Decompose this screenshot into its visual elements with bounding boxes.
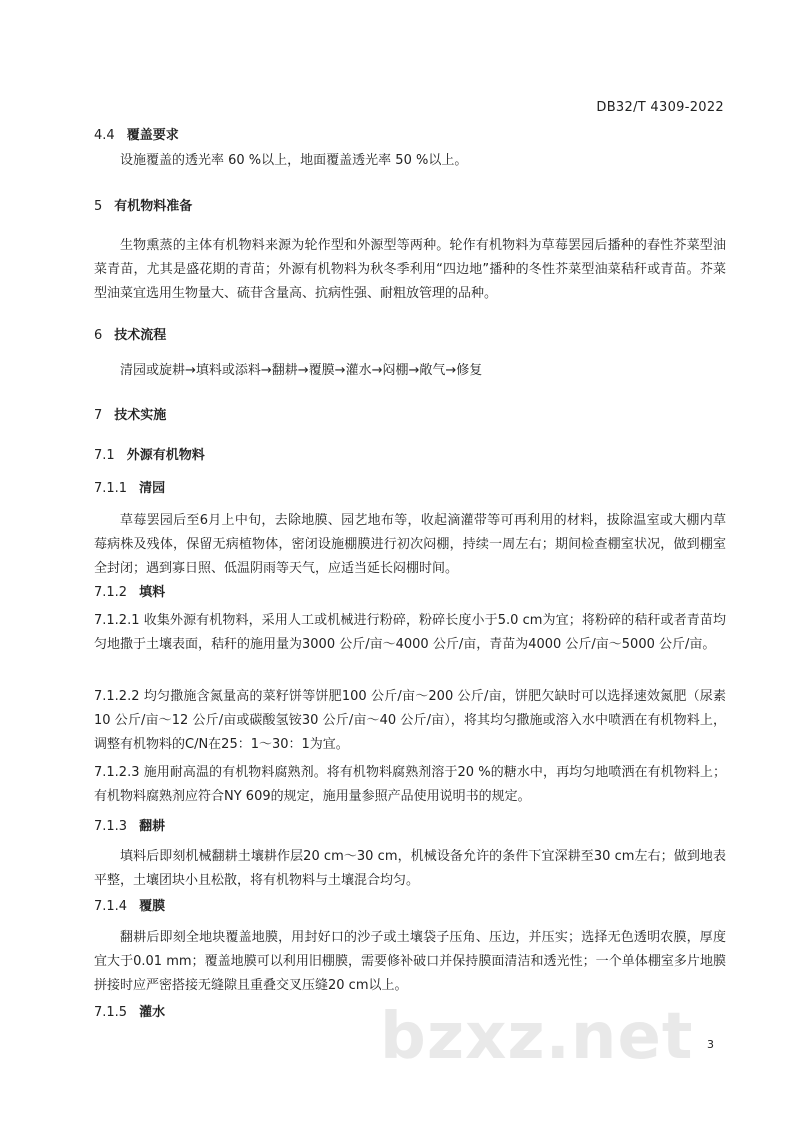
section-number: 7.1.1 bbox=[94, 481, 128, 496]
section-number: 7.1.4 bbox=[94, 899, 128, 914]
section-title: 填料 bbox=[139, 585, 166, 600]
section-heading-7 bbox=[94, 404, 166, 423]
clause-7-1-2-2 bbox=[94, 685, 726, 757]
section-text-7-1-3: 填料后即刻机械翻耕土壤耕作层20 cm～30 cm，机械设备允许的条件下宜深耕至30 cm左右；做到地表平整，土壤团块小且松散，将有机物料与土壤混合均匀。 bbox=[94, 849, 726, 888]
section-heading-7-1-1 bbox=[94, 477, 165, 496]
section-title: 技术流程 bbox=[114, 328, 167, 343]
clause-text: 均匀撒施含氮量高的菜籽饼等饼肥100 公斤/亩～200 公斤/亩，饼肥欠缺时可以选择速效氮肥（尿素10 公斤/亩～12 公斤/亩或碳酸氢铵30 公斤/亩～40 公斤/亩），将其均匀撒施或溶入水中喷洒在有机物料上，调整有机物料的C/N在25：1～30：1为宜。 bbox=[94, 689, 726, 752]
clause-7-1-2-1 bbox=[94, 609, 726, 657]
section-heading-4-4 bbox=[94, 124, 179, 143]
section-number: 7.1.2 bbox=[94, 585, 128, 600]
clause-number: 7.1.2.2 bbox=[94, 689, 140, 704]
clause-7-1-2-3 bbox=[94, 761, 726, 809]
section-text-5: 生物熏蒸的主体有机物料来源为轮作型和外源型等两种。轮作有机物料为草莓罢园后播种的春性芥菜型油菜青苗，尤其是盛花期的青苗；外源有机物料为秋冬季利用“四边地”播种的冬性芥菜型油菜秸秆或青苗。芥菜型油菜宜选用生物量大、硫苷含量高、抗病性强、耐粗放管理的品种。 bbox=[94, 238, 726, 301]
section-text-7-1-1: 草莓罢园后至6月上中旬，去除地膜、园艺地布等，收起滴灌带等可再利用的材料，拔除温室或大棚内草莓病株及残体，保留无病植物体，密闭设施棚膜进行初次闷棚，持续一周左右；期间检查棚室状况，做到棚室全封闭；遇到寡日照、低温阴雨等天气，应适当延长闷棚时间。 bbox=[94, 513, 726, 576]
section-heading-7-1-4 bbox=[94, 895, 165, 914]
section-number: 7 bbox=[94, 408, 103, 423]
section-number: 4.4 bbox=[94, 128, 115, 143]
section-heading-5 bbox=[94, 195, 192, 214]
section-title: 技术实施 bbox=[114, 408, 167, 423]
section-heading-7-1-5 bbox=[94, 1001, 165, 1020]
section-title: 清园 bbox=[139, 481, 166, 496]
section-heading-6 bbox=[94, 324, 166, 343]
section-heading-7-1 bbox=[94, 444, 205, 463]
section-title: 外源有机物料 bbox=[126, 448, 205, 463]
section-number: 6 bbox=[94, 328, 103, 343]
section-text-4-4: 设施覆盖的透光率 60 %以上，地面覆盖透光率 50 %以上。 bbox=[120, 153, 468, 168]
process-flow: 清园或旋耕→填料或添料→翻耕→覆膜→灌水→闷棚→敞气→修复 bbox=[120, 363, 483, 378]
section-number: 7.1.5 bbox=[94, 1005, 128, 1020]
section-number: 5 bbox=[94, 199, 103, 214]
section-title: 覆盖要求 bbox=[126, 128, 179, 143]
document-code: DB32/T 4309-2022 bbox=[596, 100, 724, 115]
section-title: 翻耕 bbox=[139, 819, 166, 834]
clause-text: 施用耐高温的有机物料腐熟剂。将有机物料腐熟剂溶于20 %的糖水中，再均匀地喷洒在有机物料上；有机物料腐熟剂应符合NY 609的规定，施用量参照产品使用说明书的规定。 bbox=[94, 765, 726, 804]
clause-number: 7.1.2.3 bbox=[94, 765, 140, 780]
section-heading-7-1-2 bbox=[94, 581, 165, 600]
section-number: 7.1.3 bbox=[94, 819, 128, 834]
section-number: 7.1 bbox=[94, 448, 115, 463]
clause-number: 7.1.2.1 bbox=[94, 613, 140, 628]
clause-text: 收集外源有机物料，采用人工或机械进行粉碎，粉碎长度小于5.0 cm为宜；将粉碎的秸秆或者青苗均匀地撒于土壤表面，秸秆的施用量为3000 公斤/亩～4000 公斤/亩，青苗为4000 公斤/亩～5000 公斤/亩。 bbox=[94, 613, 726, 652]
section-text-7-1-4: 翻耕后即刻全地块覆盖地膜，用封好口的沙子或土壤袋子压角、压边，并压实；选择无色透明农膜，厚度宜大于0.01 mm；覆盖地膜可以利用旧棚膜，需要修补破口并保持膜面清洁和透光性；一个单体棚室多片地膜拼接时应严密搭接无缝隙且重叠交叉压缝20 cm以上。 bbox=[94, 930, 726, 993]
section-title: 覆膜 bbox=[139, 899, 166, 914]
section-heading-7-1-3 bbox=[94, 815, 165, 834]
watermark: bzxz.net bbox=[380, 1000, 694, 1074]
page-number: 3 bbox=[707, 1038, 714, 1051]
section-title: 灌水 bbox=[139, 1005, 166, 1020]
section-title: 有机物料准备 bbox=[114, 199, 193, 214]
